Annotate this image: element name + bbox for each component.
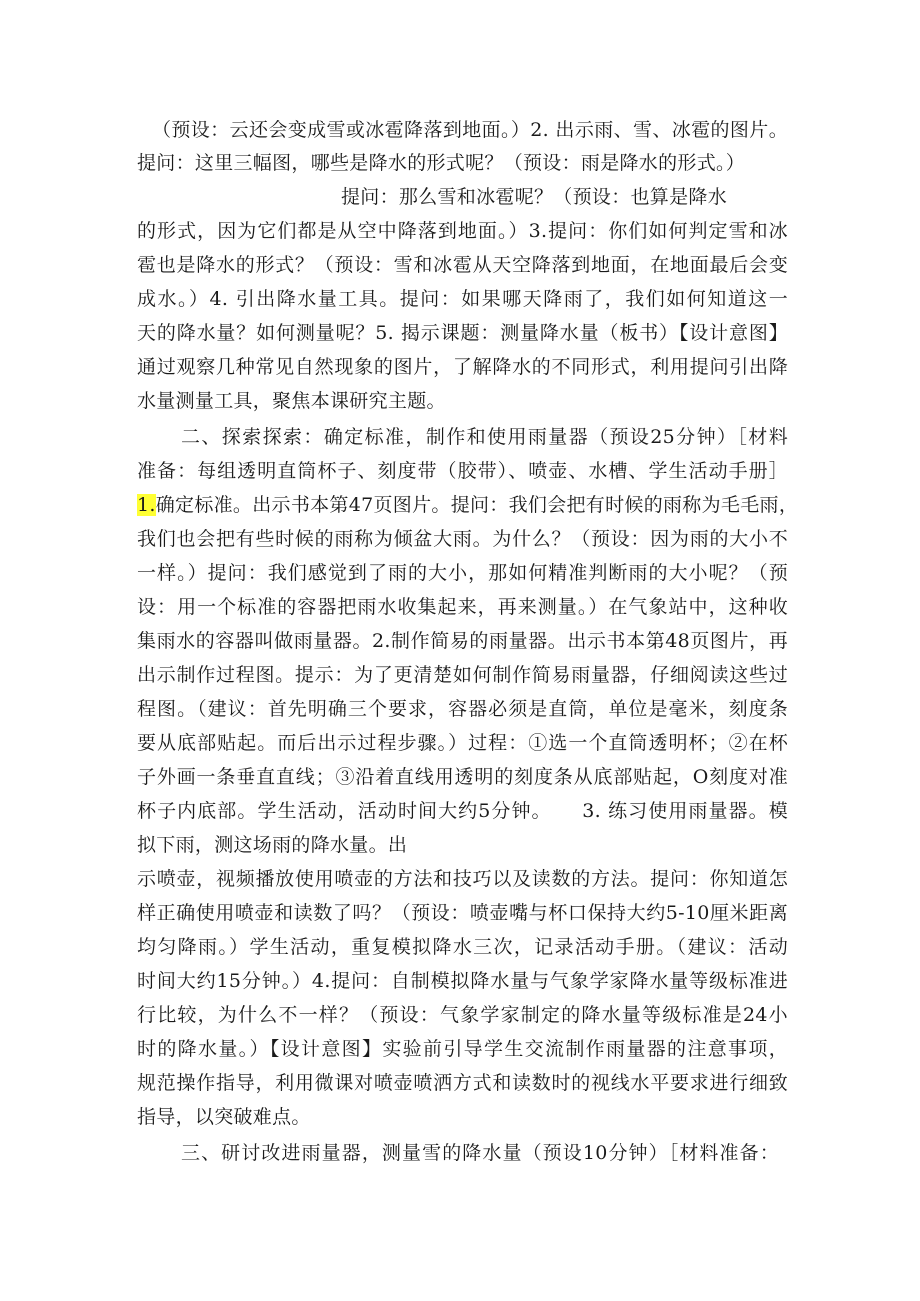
text-line: 设：用一个标准的容器把雨水收集起来，再来测量。）在气象站中，这种收 <box>137 596 788 618</box>
highlighted-number: 1. <box>137 494 156 516</box>
text-line <box>137 492 799 518</box>
text-line: 行比较，为什么不一样？（预设：气象学家制定的降水量等级标准是24小 <box>137 1004 788 1026</box>
text-line: 样正确使用喷壶和读数了吗？（预设：喷壶嘴与杯口保持大约5-10厘米距离 <box>137 902 788 924</box>
text-line: 雹也是降水的形式？（预设：雪和冰雹从天空降落到地面，在地面最后会变 <box>137 254 788 276</box>
text-line: 时的降水量。）【设计意图】实验前引导学生交流制作雨量器的注意事项， <box>137 1038 788 1060</box>
text-line: 拟下雨，测这场雨的降水量。出 <box>137 834 408 856</box>
line-text: 确定标准。出示书本第47页图片。提问：我们会把有时候的雨称为毛毛雨， <box>155 494 799 516</box>
text-line: 提问：那么雪和冰雹呢？（预设：也算是降水 <box>341 186 728 208</box>
text-line: 准备：每组透明直筒杯子、刻度带（胶带）、喷壶、水槽、学生活动手册］ <box>137 460 788 482</box>
text-line: 时间大约15分钟。）4.提问：自制模拟降水量与气象学家降水量等级标准进 <box>137 970 788 992</box>
text-line: 成水。）4. 引出降水量工具。提问：如果哪天降雨了，我们如何知道这一 <box>137 288 788 310</box>
text-line: 规范操作指导，利用微课对喷壶喷洒方式和读数时的视线水平要求进行细致 <box>137 1072 788 1094</box>
text-line: 二、探索探索：确定标准，制作和使用雨量器（预设25分钟）［材料 <box>181 426 788 448</box>
text-line: 水量测量工具，聚焦本课研究主题。 <box>137 390 446 412</box>
text-line: 三、研讨改进雨量器，测量雪的降水量（预设10分钟）［材料准备： <box>181 1142 779 1164</box>
text-line: 指导，以突破难点。 <box>137 1106 311 1128</box>
text-line: 通过观察几种常见自然现象的图片，了解降水的不同形式，利用提问引出降 <box>137 356 788 378</box>
text-line: 均匀降雨。）学生活动，重复模拟降水三次，记录活动手册。（建议：活动 <box>137 936 788 958</box>
text-line: 的形式，因为它们都是从空中降落到地面。）3.提问：你们如何判定雪和冰 <box>137 220 788 242</box>
text-line: 提问：这里三幅图，哪些是降水的形式呢？（预设：雨是降水的形式。） <box>137 152 746 174</box>
text-line: 我们也会把有些时候的雨称为倾盆大雨。为什么？（预设：因为雨的大小不 <box>137 528 788 550</box>
text-line: 程图。（建议：首先明确三个要求，容器必须是直筒，单位是毫米，刻度条 <box>137 698 788 720</box>
text-line: 集雨水的容器叫做雨量器。2.制作简易的雨量器。出示书本第48页图片，再 <box>137 630 788 652</box>
text-line: （预设：云还会变成雪或冰雹降落到地面。）2. 出示雨、雪、冰雹的图片。 <box>152 119 788 141</box>
text-line: 杯子内底部。学生活动，活动时间大约5分钟。 3. 练习使用雨量器。模 <box>137 800 788 822</box>
text-line: 一样。）提问：我们感觉到了雨的大小，那如何精准判断雨的大小呢？（预 <box>137 562 788 584</box>
text-line: 子外画一条垂直直线；③沿着直线用透明的刻度条从底部贴起，O刻度对准 <box>137 766 788 788</box>
text-line: 天的降水量？如何测量呢？5. 揭示课题：测量降水量（板书）【设计意图】 <box>137 322 788 344</box>
text-line: 出示制作过程图。提示：为了更清楚如何制作简易雨量器，仔细阅读这些过 <box>137 664 788 686</box>
text-line: 要从底部贴起。而后出示过程步骤。）过程：①选一个直筒透明杯；②在杯 <box>137 732 788 754</box>
text-line: 示喷壶，视频播放使用喷壶的方法和技巧以及读数的方法。提问：你知道怎 <box>137 868 788 890</box>
